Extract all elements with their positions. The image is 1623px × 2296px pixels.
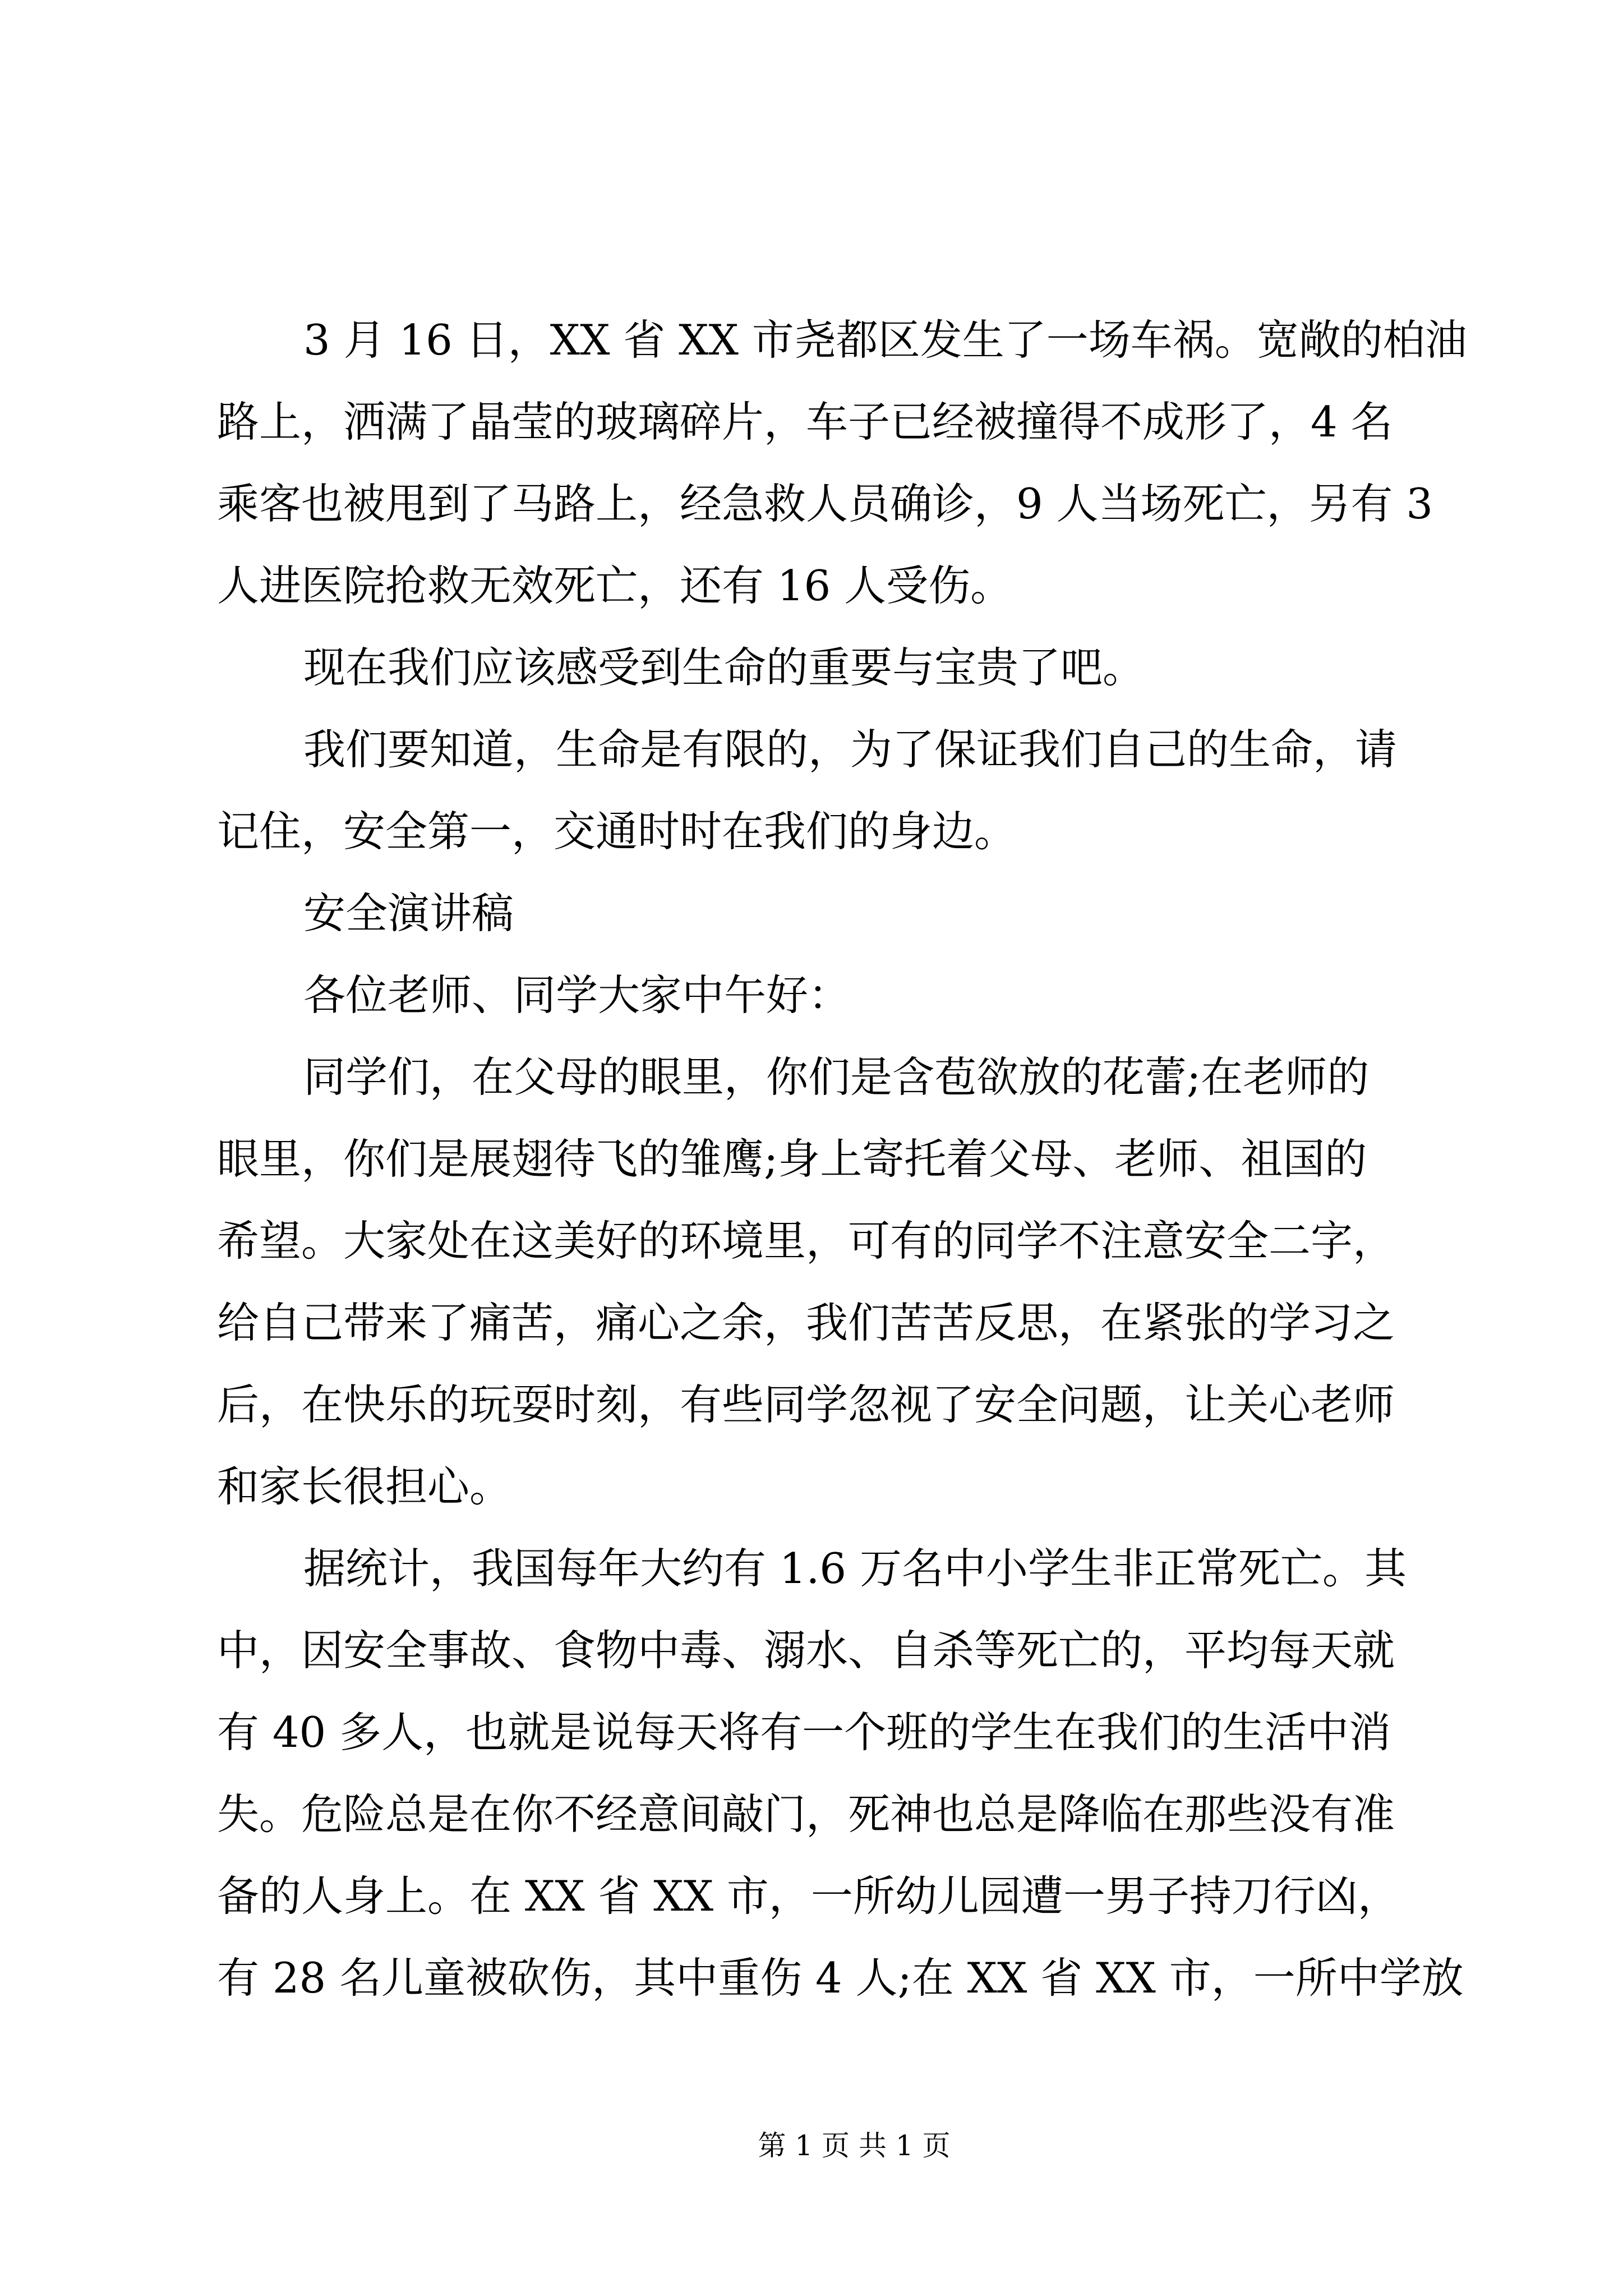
text-line: 我们要知道，生命是有限的，为了保证我们自己的生命，请 xyxy=(303,725,1398,774)
text-line: 给自己带来了痛苦，痛心之余，我们苦苦反思，在紧张的学习之 xyxy=(217,1298,1395,1347)
paragraph xyxy=(217,1036,1507,1527)
paragraph xyxy=(217,627,1507,708)
text-line: 现在我们应该感受到生命的重要与宝贵了吧。 xyxy=(303,643,1145,692)
text-line: 安全演讲稿 xyxy=(303,889,514,938)
text-line: 据统计，我国每年大约有 1.6 万名中小学生非正常死亡。其 xyxy=(303,1544,1407,1593)
paragraph xyxy=(217,1527,1507,2019)
text-line: 记住，安全第一，交通时时在我们的身边。 xyxy=(217,807,1017,856)
text-line: 备的人身上。在 XX 省 XX 市，一所幼儿园遭一男子持刀行凶， xyxy=(217,1871,1400,1921)
text-line: 有 28 名儿童被砍伤，其中重伤 4 人;在 XX 省 XX 市，一所中学放 xyxy=(217,1953,1464,2003)
text-line: 路上，洒满了晶莹的玻璃碎片，车子已经被撞得不成形了，4 名 xyxy=(217,397,1393,447)
greeting xyxy=(217,954,1507,1036)
text-line: 同学们，在父母的眼里，你们是含苞欲放的花蕾;在老师的 xyxy=(303,1052,1370,1102)
text-line: 有 40 多人，也就是说每天将有一个班的学生在我们的生活中消 xyxy=(217,1708,1391,1757)
text-line: 失。危险总是在你不经意间敲门，死神也总是降临在那些没有准 xyxy=(217,1789,1395,1839)
section-heading xyxy=(217,872,1507,954)
text-line: 后，在快乐的玩耍时刻，有些同学忽视了安全问题，让关心老师 xyxy=(217,1380,1395,1429)
text-line: 人进医院抢救无效死亡，还有 16 人受伤。 xyxy=(217,561,1013,610)
page-footer: 第 1 页 共 1 页 xyxy=(758,2129,951,2162)
document-body xyxy=(217,299,1507,2019)
text-line: 3 月 16 日，XX 省 XX 市尧都区发生了一场车祸。宽敞的柏油 xyxy=(303,315,1467,365)
paragraph xyxy=(217,299,1507,627)
text-line: 乘客也被甩到了马路上，经急救人员确诊，9 人当场死亡，另有 3 xyxy=(217,479,1433,528)
paragraph xyxy=(217,708,1507,872)
text-line: 中，因安全事故、食物中毒、溺水、自杀等死亡的，平均每天就 xyxy=(217,1626,1395,1675)
text-line: 眼里，你们是展翅待飞的雏鹰;身上寄托着父母、老师、祖国的 xyxy=(217,1134,1367,1184)
text-line: 希望。大家处在这美好的环境里，可有的同学不注意安全二字， xyxy=(217,1216,1395,1266)
text-line: 和家长很担心。 xyxy=(217,1462,512,1511)
text-line: 各位老师、同学大家中午好： xyxy=(303,970,851,1020)
